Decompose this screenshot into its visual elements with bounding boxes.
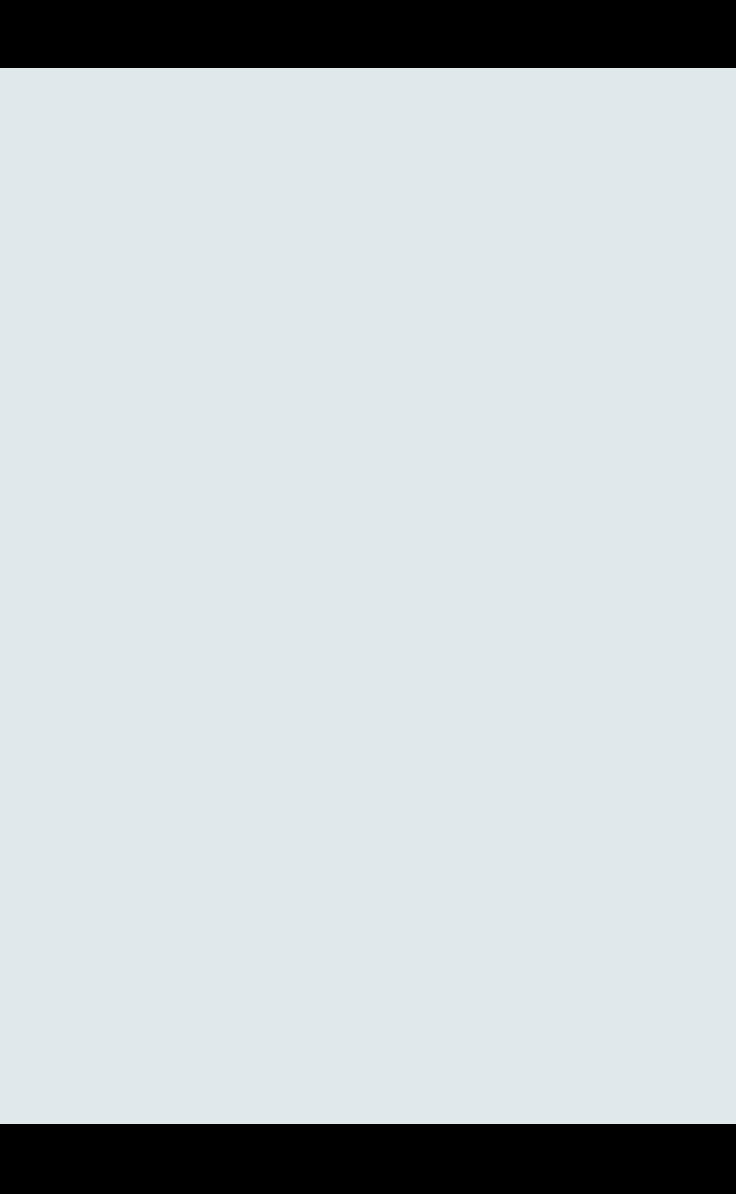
document-page — [0, 68, 736, 1124]
butterfly-border-right — [650, 152, 676, 1052]
butterfly-border-left — [20, 152, 46, 1052]
butterfly-border-bottom — [16, 1054, 692, 1082]
butterfly-border-top — [16, 118, 692, 146]
